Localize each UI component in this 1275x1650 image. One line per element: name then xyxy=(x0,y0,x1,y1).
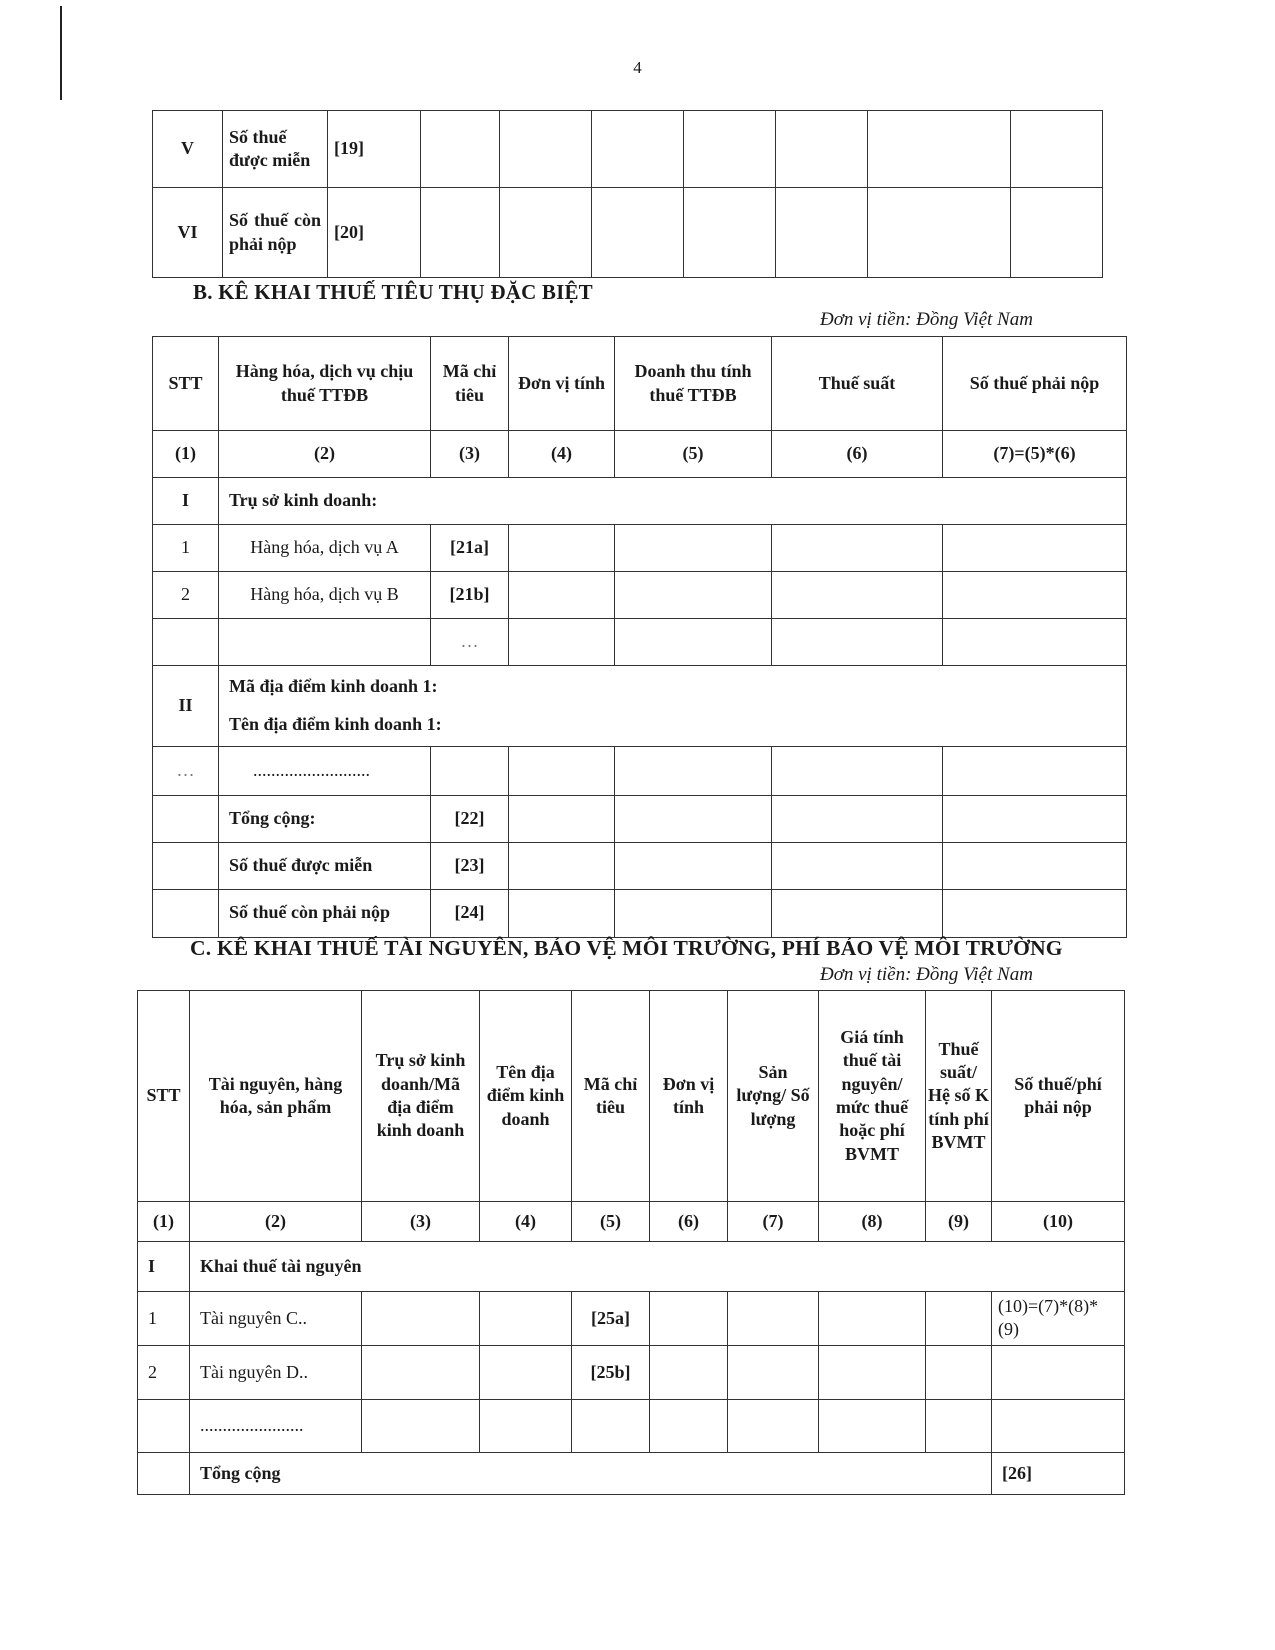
column-number-row xyxy=(153,431,1127,478)
col-number: (3) xyxy=(431,431,509,478)
stt-cell xyxy=(153,889,219,937)
table-row xyxy=(153,746,1127,795)
value-cell xyxy=(650,1292,728,1346)
code-cell: [26] xyxy=(992,1453,1125,1495)
col-number: (9) xyxy=(926,1202,992,1242)
value-cell xyxy=(992,1400,1125,1453)
value-cell xyxy=(480,1346,572,1400)
value-cell xyxy=(772,619,943,666)
value-cell xyxy=(592,188,684,278)
code-cell: [19] xyxy=(328,111,421,188)
group-row xyxy=(138,1242,1125,1292)
table-row xyxy=(153,525,1127,572)
total-row xyxy=(153,889,1127,937)
total-label: Tổng cộng xyxy=(190,1453,992,1495)
col-header: Thuế suất/ Hệ số K tính phí BVMT xyxy=(926,991,992,1202)
group-row xyxy=(153,666,1127,747)
value-cell xyxy=(772,572,943,619)
code-cell: [25b] xyxy=(572,1346,650,1400)
value-cell xyxy=(509,619,615,666)
col-header: Đơn vị tính xyxy=(509,337,615,431)
top-table xyxy=(152,110,1103,278)
stt-cell xyxy=(153,619,219,666)
value-cell xyxy=(819,1346,926,1400)
group-label: Khai thuế tài nguyên xyxy=(190,1242,1125,1292)
col-number: (1) xyxy=(153,431,219,478)
section-c-title: C. KÊ KHAI THUẾ TÀI NGUYÊN, BẢO VỆ MÔI TRƯỜNG, PHÍ BẢO VỆ MÔI TRƯỜNG xyxy=(190,936,1063,960)
section-b-title: B. KÊ KHAI THUẾ TIÊU THỤ ĐẶC BIỆT xyxy=(193,280,593,304)
value-cell xyxy=(615,842,772,889)
col-header: Hàng hóa, dịch vụ chịu thuế TTĐB xyxy=(219,337,431,431)
group-label: Trụ sở kinh doanh: xyxy=(219,478,1127,525)
col-number: (3) xyxy=(362,1202,480,1242)
table-row xyxy=(153,572,1127,619)
group-row xyxy=(153,478,1127,525)
value-cell xyxy=(500,188,592,278)
code-cell: [25a] xyxy=(572,1292,650,1346)
total-label: Số thuế còn phải nộp xyxy=(219,889,431,937)
value-cell xyxy=(728,1292,819,1346)
value-cell xyxy=(926,1346,992,1400)
value-cell xyxy=(500,111,592,188)
value-cell xyxy=(926,1292,992,1346)
col-number: (7) xyxy=(728,1202,819,1242)
col-number: (4) xyxy=(509,431,615,478)
value-cell xyxy=(1011,188,1103,278)
ellipsis-cell: … xyxy=(431,619,509,666)
stt-cell: 2 xyxy=(138,1346,190,1400)
location-name-label: Tên địa điểm kinh doanh 1: xyxy=(229,713,442,734)
col-number: (7)=(5)*(6) xyxy=(943,431,1127,478)
col-number: (5) xyxy=(615,431,772,478)
column-number-row xyxy=(138,1202,1125,1242)
value-cell xyxy=(480,1292,572,1346)
location-code-label: Mã địa điểm kinh doanh 1: xyxy=(229,676,438,696)
value-cell xyxy=(772,795,943,842)
total-label: Số thuế được miễn xyxy=(219,842,431,889)
value-cell xyxy=(650,1346,728,1400)
col-number: (6) xyxy=(772,431,943,478)
section-b-unit: Đơn vị tiền: Đồng Việt Nam xyxy=(820,309,1033,330)
value-cell xyxy=(421,188,500,278)
roman-cell: VI xyxy=(153,188,223,278)
stt-cell xyxy=(153,842,219,889)
value-cell xyxy=(772,842,943,889)
value-cell xyxy=(943,795,1127,842)
stt-cell xyxy=(138,1453,190,1495)
col-header: Thuế suất xyxy=(772,337,943,431)
value-cell xyxy=(943,746,1127,795)
total-row xyxy=(153,795,1127,842)
col-header: STT xyxy=(153,337,219,431)
formula-cell xyxy=(992,1346,1125,1400)
value-cell xyxy=(728,1400,819,1453)
value-cell xyxy=(776,188,868,278)
table-row xyxy=(138,1292,1125,1346)
col-header: Mã chỉ tiêu xyxy=(431,337,509,431)
value-cell xyxy=(615,746,772,795)
value-cell xyxy=(868,111,1011,188)
roman-cell: V xyxy=(153,111,223,188)
table-row xyxy=(138,1346,1125,1400)
col-header: Số thuế phải nộp xyxy=(943,337,1127,431)
value-cell xyxy=(943,889,1127,937)
margin-line xyxy=(60,6,62,100)
code-cell: [21a] xyxy=(431,525,509,572)
formula-cell: (10)=(7)*(8)*(9) xyxy=(992,1292,1125,1346)
row-label: Số thuế được miễn xyxy=(223,111,328,188)
group-label xyxy=(219,666,1127,747)
value-cell xyxy=(728,1346,819,1400)
value-cell xyxy=(1011,111,1103,188)
value-cell xyxy=(509,889,615,937)
col-header: Số thuế/phí phải nộp xyxy=(992,991,1125,1202)
total-row xyxy=(153,842,1127,889)
code-cell: [21b] xyxy=(431,572,509,619)
value-cell xyxy=(819,1400,926,1453)
col-number: (5) xyxy=(572,1202,650,1242)
table-row xyxy=(153,188,1103,278)
stt-cell: … xyxy=(153,746,219,795)
value-cell xyxy=(509,572,615,619)
col-header: Trụ sở kinh doanh/Mã địa điểm kinh doanh xyxy=(362,991,480,1202)
value-cell xyxy=(362,1400,480,1453)
table-row xyxy=(138,1400,1125,1453)
item-name xyxy=(219,619,431,666)
roman-cell: II xyxy=(153,666,219,747)
col-header: Giá tính thuế tài nguyên/ mức thuế hoặc phí BVMT xyxy=(819,991,926,1202)
item-name: Tài nguyên C.. xyxy=(190,1292,362,1346)
total-label: Tổng cộng: xyxy=(219,795,431,842)
value-cell xyxy=(684,188,776,278)
value-cell xyxy=(509,525,615,572)
total-row xyxy=(138,1453,1125,1495)
value-cell xyxy=(362,1346,480,1400)
value-cell xyxy=(943,525,1127,572)
stt-cell: 1 xyxy=(138,1292,190,1346)
section-c-unit: Đơn vị tiền: Đồng Việt Nam xyxy=(820,964,1033,985)
value-cell xyxy=(943,842,1127,889)
value-cell xyxy=(509,795,615,842)
col-header: Tài nguyên, hàng hóa, sản phẩm xyxy=(190,991,362,1202)
value-cell xyxy=(684,111,776,188)
code-cell: [24] xyxy=(431,889,509,937)
value-cell xyxy=(772,746,943,795)
stt-cell: 1 xyxy=(153,525,219,572)
col-number: (6) xyxy=(650,1202,728,1242)
stt-cell xyxy=(153,795,219,842)
col-number: (8) xyxy=(819,1202,926,1242)
item-name: Tài nguyên D.. xyxy=(190,1346,362,1400)
value-cell xyxy=(431,746,509,795)
roman-cell: I xyxy=(153,478,219,525)
value-cell xyxy=(943,619,1127,666)
value-cell xyxy=(772,889,943,937)
item-name: Hàng hóa, dịch vụ B xyxy=(219,572,431,619)
col-number: (10) xyxy=(992,1202,1125,1242)
value-cell xyxy=(615,619,772,666)
item-name: Hàng hóa, dịch vụ A xyxy=(219,525,431,572)
col-header: Doanh thu tính thuế TTĐB xyxy=(615,337,772,431)
col-number: (2) xyxy=(190,1202,362,1242)
item-name: .......................... xyxy=(219,746,431,795)
code-cell: [23] xyxy=(431,842,509,889)
section-b-table xyxy=(152,336,1127,938)
value-cell xyxy=(926,1400,992,1453)
value-cell xyxy=(509,842,615,889)
roman-cell: I xyxy=(138,1242,190,1292)
col-number: (1) xyxy=(138,1202,190,1242)
stt-cell xyxy=(138,1400,190,1453)
value-cell xyxy=(480,1400,572,1453)
value-cell xyxy=(776,111,868,188)
code-cell: [22] xyxy=(431,795,509,842)
value-cell xyxy=(572,1400,650,1453)
row-label: Số thuế còn phải nộp xyxy=(223,188,328,278)
col-header: Tên địa điểm kinh doanh xyxy=(480,991,572,1202)
table-row xyxy=(153,619,1127,666)
header-row xyxy=(138,991,1125,1202)
col-number: (2) xyxy=(219,431,431,478)
header-row xyxy=(153,337,1127,431)
value-cell xyxy=(592,111,684,188)
item-name: ....................... xyxy=(190,1400,362,1453)
value-cell xyxy=(362,1292,480,1346)
value-cell xyxy=(509,746,615,795)
col-header: Mã chỉ tiêu xyxy=(572,991,650,1202)
value-cell xyxy=(943,572,1127,619)
table-row xyxy=(153,111,1103,188)
section-c-table xyxy=(137,990,1125,1495)
value-cell xyxy=(868,188,1011,278)
col-header: Đơn vị tính xyxy=(650,991,728,1202)
page-number: 4 xyxy=(633,58,642,77)
col-number: (4) xyxy=(480,1202,572,1242)
value-cell xyxy=(819,1292,926,1346)
col-header: STT xyxy=(138,991,190,1202)
col-header: Sản lượng/ Số lượng xyxy=(728,991,819,1202)
value-cell xyxy=(615,889,772,937)
value-cell xyxy=(615,572,772,619)
value-cell xyxy=(615,525,772,572)
stt-cell: 2 xyxy=(153,572,219,619)
value-cell xyxy=(772,525,943,572)
code-cell: [20] xyxy=(328,188,421,278)
value-cell xyxy=(615,795,772,842)
value-cell xyxy=(421,111,500,188)
value-cell xyxy=(650,1400,728,1453)
